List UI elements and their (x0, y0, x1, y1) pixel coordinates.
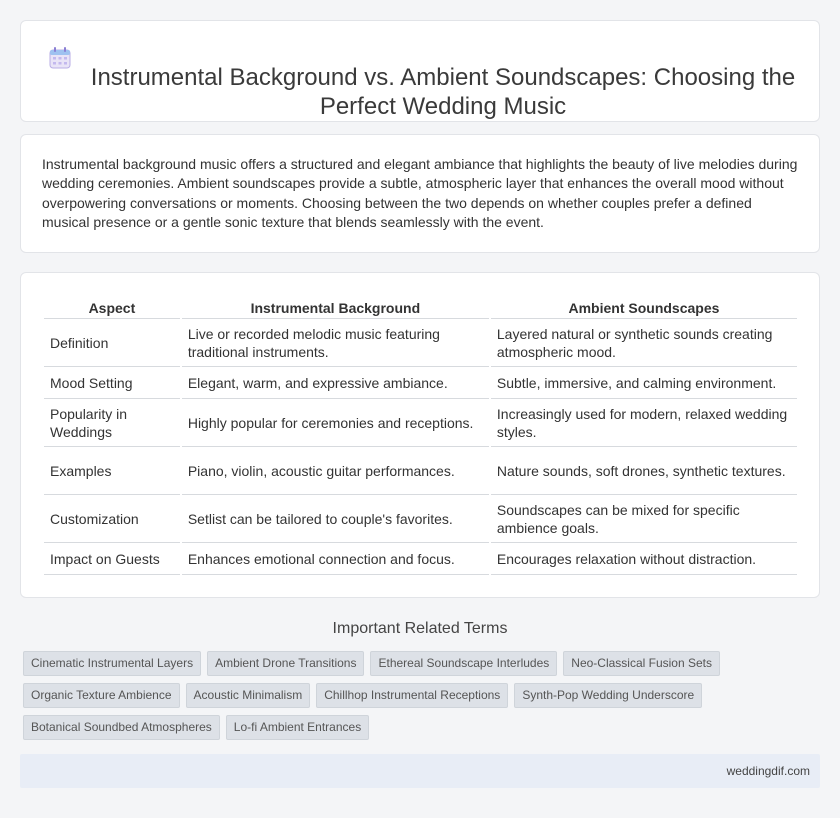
title-card (20, 20, 820, 122)
table-row (44, 543, 797, 575)
column-header-instrumental: Instrumental Background (182, 297, 489, 319)
row-aspect: Definition (44, 319, 180, 367)
related-term-tag[interactable]: Lo-fi Ambient Entrances (226, 715, 369, 740)
table-row (44, 399, 797, 447)
row-aspect: Examples (44, 447, 180, 495)
row-instrumental: Enhances emotional connection and focus. (182, 543, 489, 575)
table-header-row (44, 297, 797, 319)
related-terms-list (23, 651, 783, 740)
column-header-aspect: Aspect (44, 297, 180, 319)
row-ambient: Soundscapes can be mixed for specific ambience goals. (491, 495, 797, 543)
table-row (44, 495, 797, 543)
calendar-icon (47, 45, 73, 71)
related-term-tag[interactable]: Acoustic Minimalism (186, 683, 311, 708)
row-instrumental: Highly popular for ceremonies and receptions. (182, 399, 489, 447)
row-aspect: Mood Setting (44, 367, 180, 399)
table-row (44, 447, 797, 495)
intro-paragraph: Instrumental background music offers a structured and elegant ambiance that highlights the beauty of live melodies during wedding ceremonies. Ambient soundscapes provide a subtle, atmospheric layer that enhances the overall mood without overpowering conversations or moments. Choosing between the two depends on whether couples prefer a defined musical presence or a gentle sonic texture that blends seamlessly with the event. (42, 156, 798, 231)
row-ambient: Layered natural or synthetic sounds creating atmospheric mood. (491, 319, 797, 367)
related-term-tag[interactable]: Botanical Soundbed Atmospheres (23, 715, 220, 740)
column-header-ambient: Ambient Soundscapes (491, 297, 797, 319)
related-term-tag[interactable]: Chillhop Instrumental Receptions (316, 683, 508, 708)
related-term-tag[interactable]: Organic Texture Ambience (23, 683, 180, 708)
row-aspect: Customization (44, 495, 180, 543)
comparison-table (42, 297, 799, 575)
row-instrumental: Piano, violin, acoustic guitar performances. (182, 447, 489, 495)
row-ambient: Encourages relaxation without distraction. (491, 543, 797, 575)
row-instrumental: Live or recorded melodic music featuring traditional instruments. (182, 319, 489, 367)
row-aspect: Impact on Guests (44, 543, 180, 575)
related-term-tag[interactable]: Synth-Pop Wedding Underscore (514, 683, 702, 708)
row-aspect: Popularity in Weddings (44, 399, 180, 447)
row-ambient: Increasingly used for modern, relaxed wedding styles. (491, 399, 797, 447)
footer (20, 754, 820, 788)
comparison-card (20, 272, 820, 598)
related-terms-title: Important Related Terms (332, 620, 508, 637)
related-term-tag[interactable]: Neo-Classical Fusion Sets (563, 651, 720, 676)
footer-site-link[interactable]: weddingdif.com (726, 764, 810, 778)
page-title: Instrumental Background vs. Ambient Soundscapes: Choosing the Perfect Wedding Music (90, 64, 796, 120)
related-term-tag[interactable]: Cinematic Instrumental Layers (23, 651, 201, 676)
row-instrumental: Setlist can be tailored to couple's favorites. (182, 495, 489, 543)
related-term-tag[interactable]: Ambient Drone Transitions (207, 651, 364, 676)
table-row (44, 319, 797, 367)
row-instrumental: Elegant, warm, and expressive ambiance. (182, 367, 489, 399)
related-term-tag[interactable]: Ethereal Soundscape Interludes (370, 651, 557, 676)
row-ambient: Nature sounds, soft drones, synthetic textures. (491, 447, 797, 495)
table-row (44, 367, 797, 399)
intro-card (20, 134, 820, 253)
row-ambient: Subtle, immersive, and calming environment. (491, 367, 797, 399)
